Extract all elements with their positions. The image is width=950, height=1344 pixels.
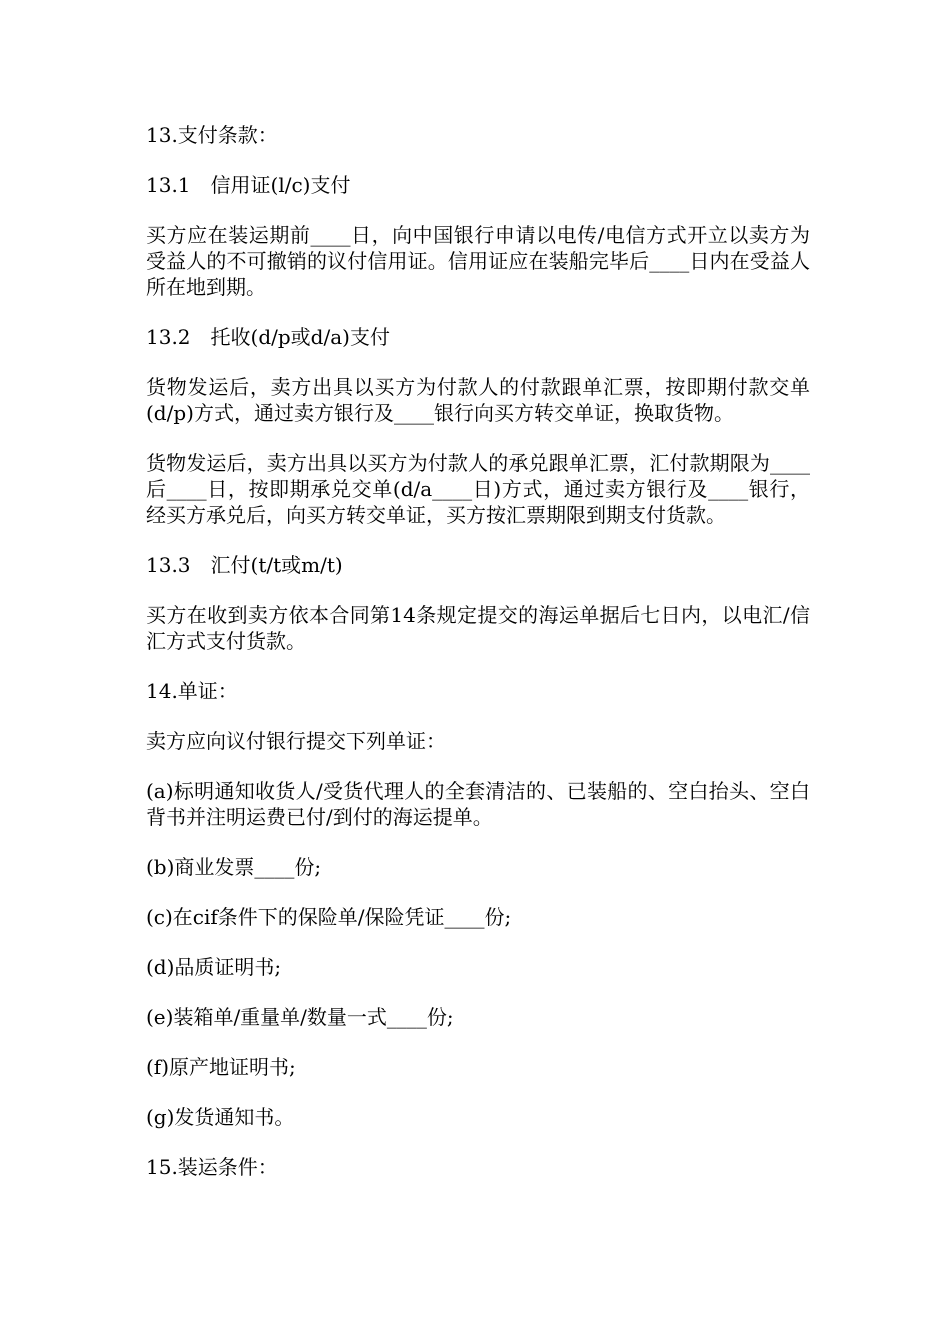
list-item-b: (b)商业发票____份; bbox=[146, 855, 322, 879]
list-item-f: (f)原产地证明书; bbox=[146, 1055, 296, 1079]
paragraph-letter-of-credit: 买方应在装运期前____日，向中国银行申请以电传/电信方式开立以卖方为受益人的不可撤销的议付信用证。信用证应在装船完毕后____日内在受益人所在地到期。 bbox=[146, 223, 810, 299]
list-item-c: (c)在cif条件下的保险单/保险凭证____份; bbox=[146, 905, 512, 929]
list-item-d: (d)品质证明书; bbox=[146, 955, 282, 979]
subsection-heading-13-3: 13.3 汇付(t/t或m/t) bbox=[146, 553, 343, 577]
subsection-heading-13-2: 13.2 托收(d/p或d/a)支付 bbox=[146, 325, 390, 349]
document-body bbox=[146, 122, 810, 1204]
paragraph-documents-intro: 卖方应向议付银行提交下列单证： bbox=[146, 729, 446, 753]
subsection-heading-13-1: 13.1 信用证(l/c)支付 bbox=[146, 173, 351, 197]
paragraph-documents-against-payment: 货物发运后，卖方出具以买方为付款人的付款跟单汇票，按即期付款交单(d/p)方式，通过卖方银行及____银行向买方转交单证，换取货物。 bbox=[146, 375, 810, 425]
list-item-e: (e)装箱单/重量单/数量一式____份; bbox=[146, 1005, 454, 1029]
paragraph-documents-against-acceptance: 货物发运后，卖方出具以买方为付款人的承兑跟单汇票，汇付款期限为____后____日，按即期承兑交单(d/a____日)方式，通过卖方银行及____银行，经买方承兑后，向买方转交单证，买方按汇票期限到期支付货款。 bbox=[146, 451, 810, 527]
section-heading-15: 15.装运条件： bbox=[146, 1155, 278, 1179]
paragraph-remittance: 买方在收到卖方依本合同第14条规定提交的海运单据后七日内，以电汇/信汇方式支付货款。 bbox=[146, 603, 810, 653]
section-heading-14: 14.单证： bbox=[146, 679, 238, 703]
list-item-g: (g)发货通知书。 bbox=[146, 1105, 295, 1129]
list-item-a: (a)标明通知收货人/受货代理人的全套清洁的、已装船的、空白抬头、空白背书并注明运费已付/到付的海运提单。 bbox=[146, 779, 810, 829]
section-heading-13: 13.支付条款： bbox=[146, 123, 278, 147]
